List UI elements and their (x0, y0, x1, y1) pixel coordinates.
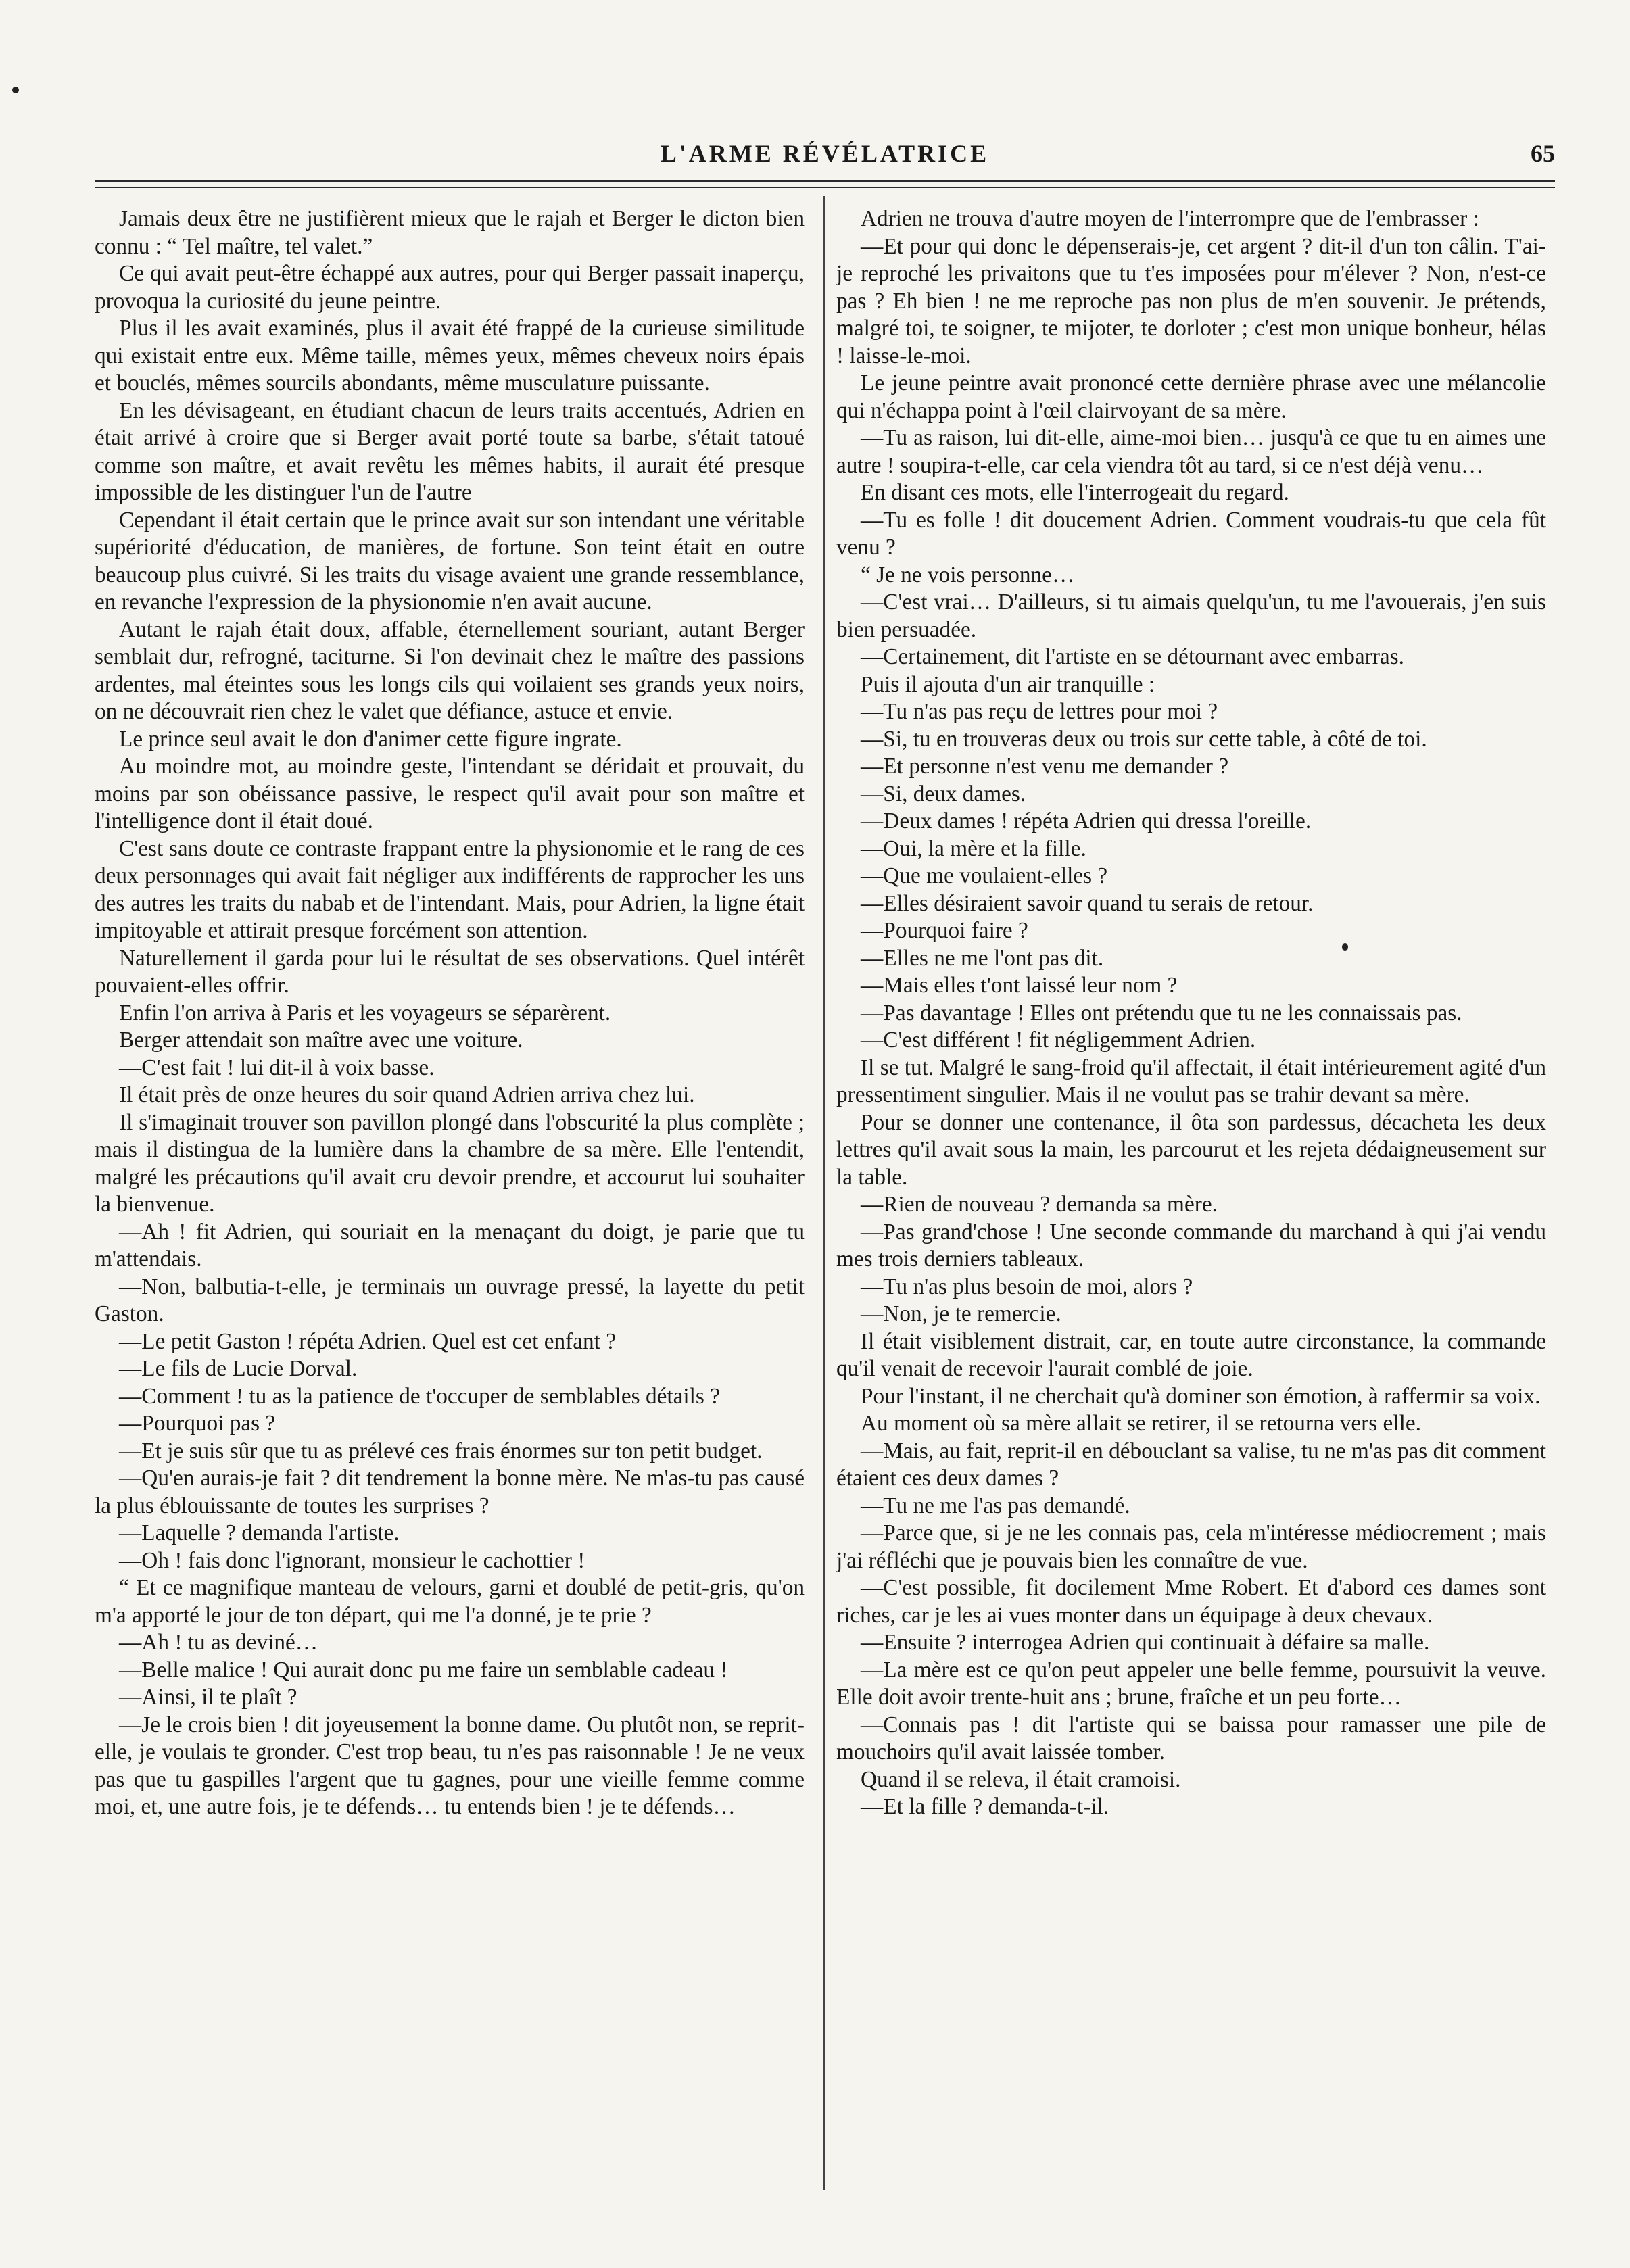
paragraph: Ce qui avait peut-être échappé aux autres, pour qui Berger passait inaperçu, provoqua la curiosité du jeune peintre. (95, 261, 805, 314)
paragraph: —Belle malice ! Qui aurait donc pu me faire un semblable cadeau ! (119, 1657, 728, 1683)
paragraph: —Oui, la mère et la fille. (861, 836, 1086, 861)
paragraph: —Le petit Gaston ! répéta Adrien. Quel est cet enfant ? (119, 1328, 617, 1354)
paragraph: Puis il ajouta d'un air tranquille : (861, 671, 1155, 697)
paragraph: —C'est différent ! fit négligemment Adrien. (861, 1028, 1256, 1053)
paragraph: Le prince seul avait le don d'animer cette figure ingrate. (119, 726, 622, 752)
header-rule (95, 187, 1555, 188)
page-header (95, 135, 1555, 176)
paragraph: —Elles ne me l'ont pas dit. (861, 945, 1104, 971)
paragraph: Jamais deux être ne justifièrent mieux que le rajah et Berger le dicton bien connu : “ Tel maître, tel valet.” (95, 206, 805, 259)
paragraph: —La mère est ce qu'on peut appeler une belle femme, poursuivit la veuve. Elle doit avoir trente-huit ans ; brune, fraîche et un peu forte… (836, 1657, 1546, 1710)
paragraph: —C'est fait ! lui dit-il à voix basse. (119, 1055, 435, 1080)
paragraph: —Oh ! fais donc l'ignorant, monsieur le cachottier ! (119, 1547, 585, 1573)
paragraph: —Tu ne me l'as pas demandé. (861, 1493, 1130, 1518)
paragraph: —Je le crois bien ! dit joyeusement la bonne dame. Ou plutôt non, se reprit-elle, je voulais te gronder. C'est trop beau, tu n'es pas raisonnable ! Je ne veux pas que tu gaspilles l'argent que tu gagnes, pour une vieille femme comme moi, et, une autre fois, je te défends… tu entends bien ! je te défends… (95, 1712, 805, 1819)
paragraph: Pour se donner une contenance, il ôta son pardessus, décacheta les deux lettres qu'il avait sous la main, les parcourut et les rejeta dédaigneusement sur la table. (836, 1109, 1546, 1190)
paragraph: Plus il les avait examinés, plus il avait été frappé de la curieuse similitude qui existait entre eux. Même taille, mêmes yeux, mêmes cheveux noirs épais et bouclés, mêmes sourcils abondants, même musculature puissante. (95, 316, 805, 395)
column-divider (823, 196, 825, 2190)
paragraph: —Si, tu en trouveras deux ou trois sur cette table, à côté de toi. (861, 726, 1427, 752)
right-column (836, 206, 1546, 1821)
paragraph: —C'est vrai… D'ailleurs, si tu aimais quelqu'un, tu me l'avouerais, j'en suis bien persuadée. (836, 589, 1546, 642)
paragraph: —Non, je te remercie. (861, 1301, 1061, 1326)
left-column (95, 206, 805, 1821)
paragraph: —C'est possible, fit docilement Mme Robert. Et d'abord ces dames sont riches, car je les ai vues monter dans un équipage à deux chevaux. (836, 1575, 1546, 1628)
paragraph: —Le fils de Lucie Dorval. (119, 1356, 358, 1381)
paragraph: Au moment où sa mère allait se retirer, il se retourna vers elle. (861, 1411, 1421, 1436)
paragraph: —Parce que, si je ne les connais pas, cela m'intéresse médiocrement ; mais j'ai réfléchi que je pouvais bien les connaître de vue. (836, 1520, 1546, 1573)
paragraph: “ Je ne vois personne… (861, 562, 1075, 587)
paragraph: Berger attendait son maître avec une voiture. (119, 1028, 523, 1053)
paragraph: Naturellement il garda pour lui le résultat de ses observations. Quel intérêt pouvaient-elles offrir. (95, 945, 805, 998)
paragraph: —Ah ! fit Adrien, qui souriait en la menaçant du doigt, je parie que tu m'attendais. (95, 1219, 805, 1272)
paragraph: Adrien ne trouva d'autre moyen de l'interrompre que de l'embrasser : (861, 206, 1479, 231)
paragraph: “ Et ce magnifique manteau de velours, garni et doublé de petit-gris, qu'on m'a apporté le jour de ton départ, qui me l'a donné, je te prie ? (95, 1575, 805, 1628)
paragraph: Il se tut. Malgré le sang-froid qu'il affectait, il était intérieurement agité d'un pressentiment singulier. Mais il ne voulut pas se trahir devant sa mère. (836, 1055, 1546, 1107)
paragraph: —Mais elles t'ont laissé leur nom ? (861, 973, 1178, 998)
paragraph: —Ainsi, il te plaît ? (119, 1685, 297, 1710)
paragraph: —Tu n'as pas reçu de lettres pour moi ? (861, 699, 1218, 724)
paragraph: —Ensuite ? interrogea Adrien qui continuait à défaire sa malle. (861, 1630, 1430, 1655)
paragraph: Il s'imaginait trouver son pavillon plongé dans l'obscurité la plus complète ; mais il distingua de la lumière dans la chambre de sa mère. Elle l'entendit, malgré les précautions qu'il avait cru devoir prendre, et accourut lui souhaiter la bienvenue. (95, 1109, 805, 1217)
paragraph: —Pas grand'chose ! Une seconde commande du marchand à qui j'ai vendu mes trois derniers tableaux. (836, 1219, 1546, 1272)
paragraph: —Qu'en aurais-je fait ? dit tendrement la bonne mère. Ne m'as-tu pas causé la plus éblouissante de toutes les surprises ? (95, 1466, 805, 1518)
paragraph: —Et pour qui donc le dépenserais-je, cet argent ? dit-il d'un ton câlin. T'ai-je reproché les privaitons que tu t'es imposées pour m'élever ? Non, n'est-ce pas ? Eh bien ! ne me reproche pas non plus de m'en souvenir. Je prétends, malgré toi, te soigner, te mijoter, te dorloter ; c'est mon unique bonheur, hélas ! laisse-le-moi. (836, 233, 1546, 368)
paragraph: —Pourquoi faire ? (861, 918, 1028, 943)
paragraph: Quand il se releva, il était cramoisi. (861, 1766, 1181, 1792)
paragraph: Pour l'instant, il ne cherchait qu'à dominer son émotion, à raffermir sa voix. (861, 1383, 1541, 1409)
paragraph: —Tu n'as plus besoin de moi, alors ? (861, 1274, 1193, 1299)
paragraph: —Tu as raison, lui dit-elle, aime-moi bien… jusqu'à ce que tu en aimes une autre ! soupira-t-elle, car cela viendra tôt au tard, si ce n'est déjà venu… (836, 425, 1546, 478)
running-title: L'ARME RÉVÉLATRICE (660, 140, 990, 167)
paragraph: —Et personne n'est venu me demander ? (861, 754, 1229, 779)
paragraph: —Rien de nouveau ? demanda sa mère. (861, 1192, 1218, 1217)
paragraph: —Mais, au fait, reprit-il en débouclant sa valise, tu ne m'as pas dit comment étaient ces deux dames ? (836, 1438, 1546, 1491)
paragraph: —Comment ! tu as la patience de t'occuper de semblables détails ? (119, 1383, 720, 1409)
paragraph: Enfin l'on arriva à Paris et les voyageurs se séparèrent. (119, 1000, 611, 1026)
paragraph: —Que me voulaient-elles ? (861, 863, 1108, 888)
paragraph: Il était près de onze heures du soir quand Adrien arriva chez lui. (119, 1082, 695, 1107)
paragraph: Au moindre mot, au moindre geste, l'intendant se déridait et prouvait, du moins par son obéissance passive, le respect qu'il avait pour son maître et l'intelligence dont il était doué. (95, 754, 805, 834)
paragraph: —Deux dames ! répéta Adrien qui dressa l'oreille. (861, 809, 1312, 834)
paragraph: Cependant il était certain que le prince avait sur son intendant une véritable supériorité d'éducation, de manières, de fortune. Son teint était en outre beaucoup plus cuivré. Si les traits du visage avaient une grande ressemblance, en revanche l'expression de la physionomie n'en avait aucune. (95, 507, 805, 614)
paragraph: —Et la fille ? demanda-t-il. (861, 1794, 1109, 1819)
paragraph: —Certainement, dit l'artiste en se détournant avec embarras. (861, 644, 1404, 669)
paragraph: —Ah ! tu as deviné… (119, 1630, 318, 1655)
paragraph: —Pas davantage ! Elles ont prétendu que tu ne les connaissais pas. (861, 1000, 1462, 1026)
paragraph: Le jeune peintre avait prononcé cette dernière phrase avec une mélancolie qui n'échappa point à l'œil clairvoyant de sa mère. (836, 370, 1546, 423)
paragraph: —Laquelle ? demanda l'artiste. (119, 1520, 400, 1545)
paragraph: —Tu es folle ! dit doucement Adrien. Comment voudrais-tu que cela fût venu ? (836, 507, 1546, 560)
paragraph: En les dévisageant, en étudiant chacun de leurs traits accentués, Adrien en était arrivé à croire que si Berger avait porté toute sa barbe, s'était tatoué comme son maître, et avait revêtu les mêmes habits, il aurait été presque impossible de les distinguer l'un de l'autre (95, 397, 805, 505)
paragraph: C'est sans doute ce contraste frappant entre la physionomie et le rang de ces deux personnages qui avait fait négliger aux indifférents de rapprocher les uns des autres les traits du nabab et de l'intendant. Mais, pour Adrien, la ligne était impitoyable et attirait presque forcément son attention. (95, 836, 805, 943)
paragraph: —Elles désiraient savoir quand tu serais de retour. (861, 890, 1314, 916)
paragraph: —Et je suis sûr que tu as prélevé ces frais énormes sur ton petit budget. (119, 1438, 763, 1464)
paragraph: —Connais pas ! dit l'artiste qui se baissa pour ramasser une pile de mouchoirs qu'il avait laissée tomber. (836, 1712, 1546, 1764)
paragraph: Autant le rajah était doux, affable, éternellement souriant, autant Berger semblait dur, refrogné, taciturne. Si l'on devinait chez le maître des passions ardentes, mal éteintes sous les longs cils qui voilaient ses grands yeux noirs, on ne découvrait rien chez le valet que défiance, astuce et envie. (95, 617, 805, 724)
page-number: 65 (1531, 140, 1555, 167)
paragraph: Il était visiblement distrait, car, en toute autre circonstance, la commande qu'il venait de recevoir l'aurait comblé de joie. (836, 1328, 1546, 1381)
paragraph: —Non, balbutia-t-elle, je terminais un ouvrage pressé, la layette du petit Gaston. (95, 1274, 805, 1326)
paragraph: En disant ces mots, elle l'interrogeait du regard. (861, 480, 1289, 505)
header-rule (95, 180, 1555, 182)
paragraph: —Si, deux dames. (861, 781, 1026, 806)
paragraph: —Pourquoi pas ? (119, 1411, 276, 1436)
margin-mark (12, 87, 19, 93)
